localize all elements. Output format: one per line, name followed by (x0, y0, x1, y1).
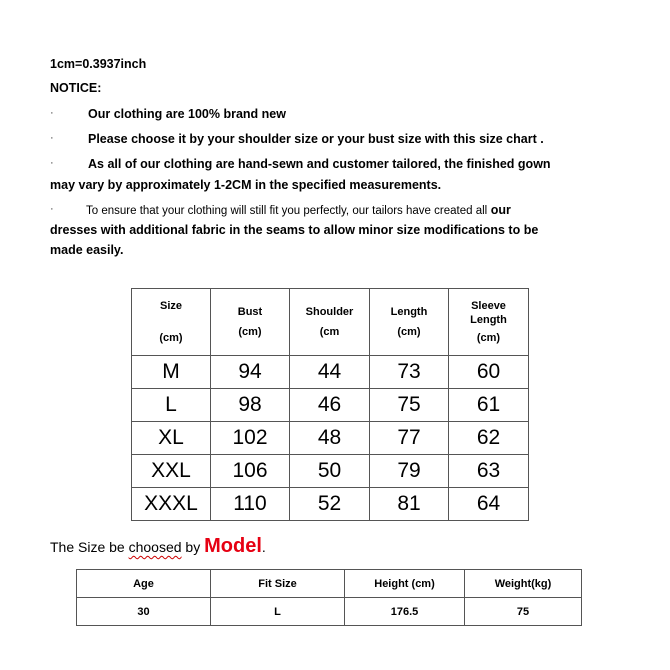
cell-weight: 75 (465, 598, 582, 626)
header-size-unit: (cm) (159, 332, 183, 344)
cell-sleeve: 61 (449, 389, 529, 422)
notice-tailors-line2: dresses with additional fabric in the seams to allow minor size modifications to be (50, 223, 539, 237)
unit-conversion: 1cm=0.3937inch (50, 57, 147, 71)
model-caption-period: . (261, 539, 266, 555)
cell-fit-size: L (211, 598, 345, 626)
bullet: · (50, 157, 54, 169)
bullet: · (50, 203, 54, 215)
table-row (132, 488, 529, 521)
model-caption-misspelled: choosed (128, 539, 182, 555)
table-row (132, 455, 529, 488)
cell-length: 77 (370, 422, 449, 455)
cell-length: 73 (370, 356, 449, 389)
size-chart-header-row (132, 289, 529, 356)
notice-hand-sewn-line1: As all of our clothing are hand-sewn and customer tailored, the finished gown (88, 157, 551, 171)
cell-age: 30 (77, 598, 211, 626)
header-length-label: Length (390, 306, 428, 318)
header-bust (211, 289, 290, 356)
cell-bust: 94 (211, 356, 290, 389)
header-sleeve-label: Sleeve (471, 300, 506, 312)
table-row (132, 422, 529, 455)
cell-bust: 106 (211, 455, 290, 488)
bullet: · (50, 132, 54, 144)
cell-shoulder: 44 (290, 356, 370, 389)
size-chart-table (131, 288, 529, 521)
cell-shoulder: 50 (290, 455, 370, 488)
cell-shoulder: 48 (290, 422, 370, 455)
cell-size: M (132, 356, 211, 389)
cell-length: 75 (370, 389, 449, 422)
header-shoulder (290, 289, 370, 356)
model-caption (50, 535, 266, 558)
header-age: Age (77, 570, 211, 598)
model-info-table (76, 569, 582, 626)
header-size-label: Size (159, 300, 182, 312)
notice-tailors-line1 (86, 203, 511, 217)
header-weight: Weight(kg) (465, 570, 582, 598)
header-bust-label: Bust (237, 306, 263, 318)
header-bust-unit: (cm) (238, 326, 262, 338)
cell-size: L (132, 389, 211, 422)
model-caption-model: Model (204, 535, 262, 557)
notice-brand-new: Our clothing are 100% brand new (88, 107, 286, 121)
header-shoulder-unit: (cm (319, 326, 340, 338)
header-shoulder-label: Shoulder (305, 306, 354, 318)
model-caption-by: by (181, 539, 205, 555)
cell-shoulder: 46 (290, 389, 370, 422)
header-length (370, 289, 449, 356)
table-row (132, 389, 529, 422)
header-sleeve-unit: (cm) (476, 332, 501, 344)
cell-length: 81 (370, 488, 449, 521)
header-length-unit: (cm) (397, 326, 421, 338)
notice-tailors-line3: made easily. (50, 243, 124, 257)
cell-sleeve: 62 (449, 422, 529, 455)
table-row (77, 598, 582, 626)
cell-bust: 98 (211, 389, 290, 422)
cell-sleeve: 63 (449, 455, 529, 488)
cell-sleeve: 64 (449, 488, 529, 521)
cell-length: 79 (370, 455, 449, 488)
model-caption-text: The Size be (50, 539, 129, 555)
cell-height: 176.5 (345, 598, 465, 626)
model-header-row (77, 570, 582, 598)
header-fit-size: Fit Size (211, 570, 345, 598)
cell-bust: 110 (211, 488, 290, 521)
notice-tailors-line1-a: To ensure that your clothing will still fit you perfectly, our tailors have created all (86, 205, 488, 217)
bullet: · (50, 107, 54, 119)
notice-hand-sewn-line2: may vary by approximately 1-2CM in the specified measurements. (50, 178, 442, 192)
cell-bust: 102 (211, 422, 290, 455)
header-size (132, 289, 211, 356)
header-height: Height (cm) (345, 570, 465, 598)
table-row (132, 356, 529, 389)
cell-sleeve: 60 (449, 356, 529, 389)
header-sleeve-label-2: Length (470, 314, 507, 326)
cell-size: XXXL (132, 488, 211, 521)
notice-choose-size: Please choose it by your shoulder size or your bust size with this size chart . (88, 132, 544, 146)
header-sleeve-length (449, 289, 529, 356)
cell-size: XL (132, 422, 211, 455)
notice-title: NOTICE: (50, 81, 102, 95)
notice-tailors-line1-b: our (490, 203, 511, 217)
cell-shoulder: 52 (290, 488, 370, 521)
cell-size: XXL (132, 455, 211, 488)
